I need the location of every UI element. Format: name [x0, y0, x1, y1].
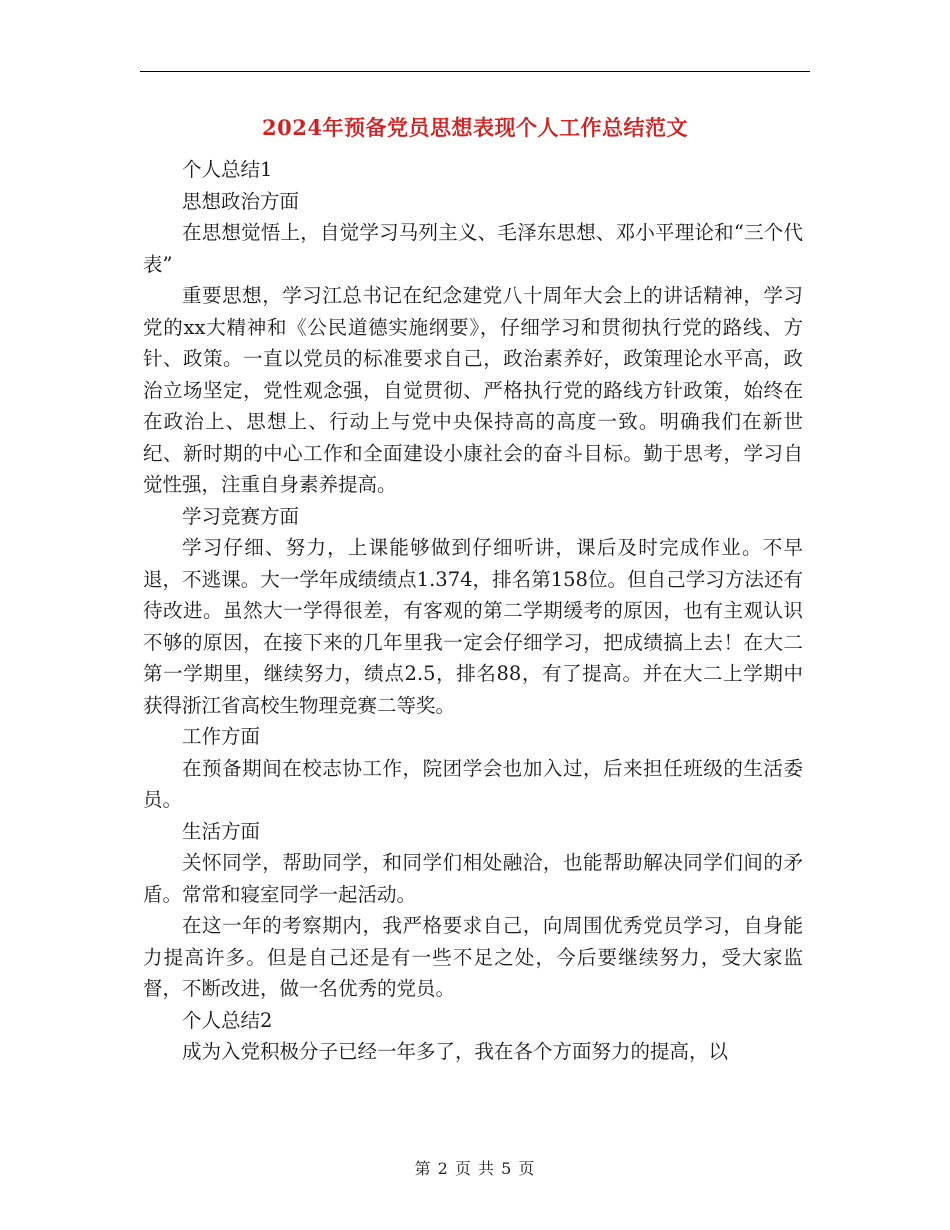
paragraph: 个人总结2	[182, 1008, 273, 1032]
paragraph: 工作方面	[182, 725, 261, 748]
paragraph: 学习仔细、努力，上课能够做到仔细听讲，课后及时完成作业。不早退，不逃课。大一学年成绩绩点1.374，排名第158位。但自己学习方法还有待改进。虽然大一学得很差，有客观的第二学期缓考的原因，也有主观认识不够的原因，在接下来的几年里我一定会仔细学习，把成绩搞上去！在大二第一学期里，继续努力，绩点2.5，排名88，有了提高。并在大二上学期中获得浙江省高校生物理竞赛二等奖。	[143, 536, 803, 717]
paragraph: 生活方面	[182, 819, 261, 843]
page-number: 第 2 页 共 5 页	[414, 1159, 536, 1178]
paragraph: 重要思想，学习江总书记在纪念建党八十周年大会上的讲话精神，学习党的xx大精神和《公民道德实施纲要》，仔细学习和贯彻执行党的路线、方针、政策。一直以党员的标准要求自己，政治素养好，政策理论水平高，政治立场坚定，党性观念强，自觉贯彻、严格执行党的路线方针政策，始终在在政治上、思想上、行动上与党中央保持高的高度一致。明确我们在新世纪、新时期的中心工作和全面建设小康社会的奋斗目标。勤于思考，学习自觉性强，注重自身素养提高。	[143, 284, 803, 496]
paragraph: 关怀同学，帮助同学，和同学们相处融洽，也能帮助解决同学们间的矛盾。常常和寝室同学一起活动。	[143, 851, 803, 906]
paragraph: 在预备期间在校志协工作，院团学会也加入过，后来担任班级的生活委员。	[143, 756, 803, 811]
paragraph: 在思想觉悟上，自觉学习马列主义、毛泽东思想、邓小平理论和“三个代表”	[143, 221, 803, 276]
paragraph: 学习竞赛方面	[182, 504, 300, 528]
paragraph: 在这一年的考察期内，我严格要求自己，向周围优秀党员学习，自身能力提高许多。但是自己还是有一些不足之处，今后要继续努力，受大家监督，不断改进，做一名优秀的党员。	[143, 914, 803, 1000]
document-title: 2024年预备党员思想表现个人工作总结范文	[262, 115, 688, 140]
paragraph: 思想政治方面	[182, 189, 300, 213]
document-body	[143, 154, 803, 1068]
paragraph: 成为入党积极分子已经一年多了，我在各个方面努力的提高，以	[182, 1040, 729, 1063]
paragraph: 个人总结1	[182, 158, 273, 181]
header-rule	[140, 71, 810, 72]
